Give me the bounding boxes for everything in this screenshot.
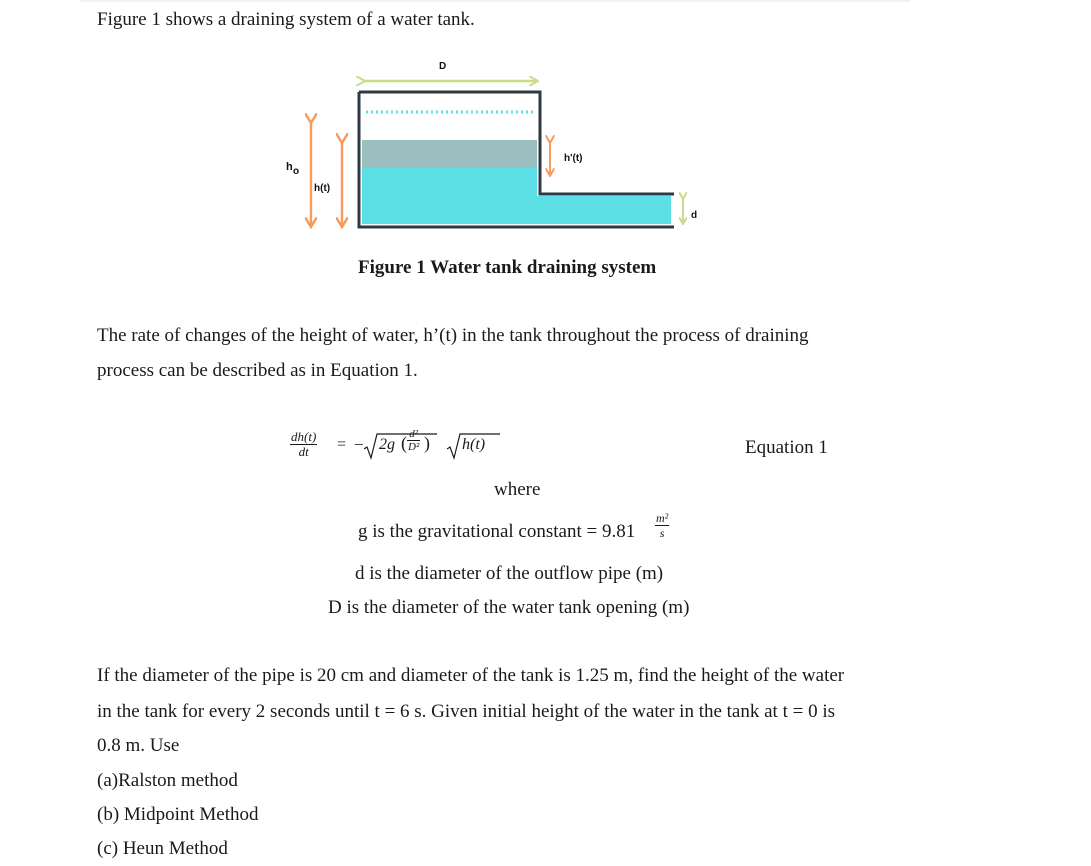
g-unit-denominator: s <box>659 526 665 540</box>
figure-caption: Figure 1 Water tank draining system <box>358 257 657 278</box>
label-hprime: h'(t) <box>564 153 583 164</box>
g-unit-numerator: m² <box>656 511 669 525</box>
equals-sign: = <box>337 436 347 453</box>
paragraph-1-line-2: process can be described as in Equation 1. <box>97 360 418 381</box>
paragraph-2-line-2: in the tank for every 2 seconds until t = 6 s. Given initial height of the water in the tank at t = 0 is <box>97 701 835 722</box>
rhs-h: h(t) <box>462 436 486 453</box>
open-paren: ( <box>401 433 407 453</box>
where-text: where <box>494 479 541 500</box>
method-a: (a)Ralston method <box>97 770 238 791</box>
rhs-2g: 2g <box>379 436 395 453</box>
g-unit-fraction <box>655 511 669 540</box>
label-d: d <box>691 210 698 221</box>
method-b: (b) Midpoint Method <box>97 804 259 825</box>
page-top-rule <box>80 0 910 2</box>
label-h0: h <box>286 161 293 173</box>
label-h0-sub: o <box>293 166 300 177</box>
rhs-frac-denominator: D² <box>408 441 420 453</box>
water-tank-figure <box>280 50 760 245</box>
equation-1 <box>290 424 520 472</box>
paragraph-2-line-1: If the diameter of the pipe is 20 cm and diameter of the tank is 1.25 m, find the height of the water <box>97 665 845 686</box>
method-c: (c) Heun Method <box>97 838 228 859</box>
minus-sign: − <box>354 435 364 454</box>
equation-label: Equation 1 <box>745 437 828 458</box>
definition-g: g is the gravitational constant = 9.81 <box>358 521 636 542</box>
paragraph-1-line-1: The rate of changes of the height of water, h’(t) in the tank throughout the process of draining <box>97 325 809 346</box>
water-outflow-pipe <box>537 196 671 224</box>
water-tank-diagram <box>280 50 760 245</box>
rhs-frac-numerator: d² <box>409 428 419 440</box>
paragraph-2-line-3: 0.8 m. Use <box>97 735 180 756</box>
label-D: D <box>439 61 447 72</box>
water-shaded-band <box>362 140 537 168</box>
lhs-fraction <box>290 430 317 459</box>
water-tank-body <box>362 168 537 224</box>
lhs-denominator: dt <box>298 444 309 459</box>
close-paren: ) <box>424 433 430 453</box>
intro-text: Figure 1 shows a draining system of a water tank. <box>97 9 475 30</box>
definition-D: D is the diameter of the water tank opening (m) <box>328 597 690 618</box>
rhs-fraction <box>407 428 420 453</box>
definition-d: d is the diameter of the outflow pipe (m) <box>355 563 664 584</box>
lhs-numerator: dh(t) <box>291 429 317 444</box>
label-ht: h(t) <box>314 183 331 194</box>
